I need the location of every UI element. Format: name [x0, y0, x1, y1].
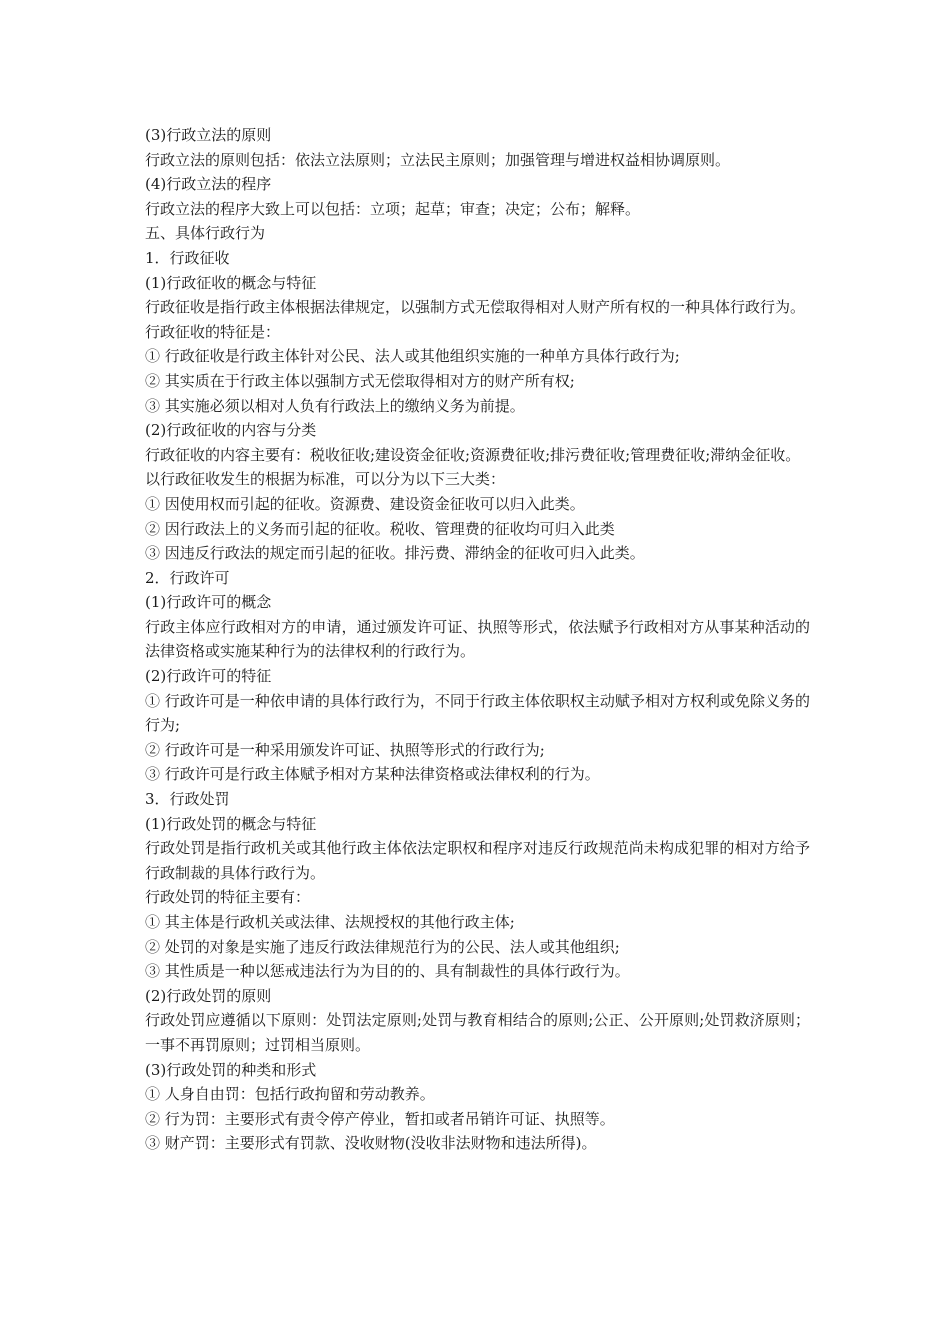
- subsection-heading: (3)行政立法的原则: [145, 126, 272, 144]
- list-item: ③ 财产罚：主要形式有罚款、没收财物(没收非法财物和违法所得)。: [145, 1134, 597, 1153]
- list-item: ② 行政许可是一种采用颁发许可证、执照等形式的行政行为;: [145, 740, 545, 759]
- subsection-heading: (2)行政处罚的原则: [145, 986, 272, 1005]
- topic-heading: 1．行政征收: [145, 248, 230, 267]
- paragraph: 行政处罚的特征主要有：: [145, 888, 311, 907]
- list-item: ③ 行政许可是行政主体赋予相对方某种法律资格或法律权利的行为。: [145, 765, 600, 784]
- subsection-heading: (4)行政立法的程序: [145, 175, 272, 194]
- list-item: ③ 其实施必须以相对人负有行政法上的缴纳义务为前提。: [145, 396, 525, 415]
- document-body: [145, 123, 810, 1156]
- paragraph: 行政征收的内容主要有：税收征收;建设资金征收;资源费征收;排污费征收;管理费征收;滞纳金征收。: [145, 445, 801, 464]
- list-item: ① 行政许可是一种依申请的具体行政行为，不同于行政主体依职权主动赋予相对方权利或免除义务的行为;: [145, 691, 810, 735]
- subsection-heading: (1)行政处罚的概念与特征: [145, 814, 317, 833]
- list-item: ② 因行政法上的义务而引起的征收。税收、管理费的征收均可归入此类: [145, 519, 615, 538]
- subsection-heading: (1)行政征收的概念与特征: [145, 273, 317, 292]
- list-item: ③ 其性质是一种以惩戒违法行为为目的的、具有制裁性的具体行政行为。: [145, 962, 630, 981]
- subsection-heading: (3)行政处罚的种类和形式: [145, 1060, 317, 1079]
- list-item: ② 处罚的对象是实施了违反行政法律规范行为的公民、法人或其他组织;: [145, 937, 620, 956]
- paragraph: 行政征收是指行政主体根据法律规定，以强制方式无偿取得相对人财产所有权的一种具体行政行为。: [145, 298, 806, 317]
- list-item: ② 行为罚：主要形式有责令停产停业，暂扣或者吊销许可证、执照等。: [145, 1109, 615, 1128]
- topic-heading: 2．行政许可: [145, 568, 230, 587]
- subsection-heading: (1)行政许可的概念: [145, 593, 272, 612]
- list-item: ② 其实质在于行政主体以强制方式无偿取得相对方的财产所有权;: [145, 371, 575, 390]
- list-item: ① 因使用权而引起的征收。资源费、建设资金征收可以归入此类。: [145, 494, 585, 513]
- subsection-heading: (2)行政征收的内容与分类: [145, 421, 317, 440]
- paragraph: 以行政征收发生的根据为标准，可以分为以下三大类：: [145, 470, 506, 489]
- list-item: ① 行政征收是行政主体针对公民、法人或其他组织实施的一种单方具体行政行为;: [145, 347, 680, 366]
- paragraph: 行政立法的原则包括：依法立法原则；立法民主原则；加强管理与增进权益相协调原则。: [145, 150, 731, 169]
- paragraph: 行政处罚是指行政机关或其他行政主体依法定职权和程序对违反行政规范尚未构成犯罪的相对方给予行政制裁的具体行政行为。: [145, 839, 810, 882]
- list-item: ① 人身自由罚：包括行政拘留和劳动教养。: [145, 1085, 435, 1104]
- list-item: ① 其主体是行政机关或法律、法规授权的其他行政主体;: [145, 913, 515, 931]
- topic-heading: 3．行政处罚: [145, 790, 230, 809]
- paragraph: 行政立法的程序大致上可以包括：立项；起草；审查；决定；公布；解释。: [145, 199, 641, 218]
- section-heading: 五、具体行政行为: [145, 224, 266, 243]
- paragraph: 行政处罚应遵循以下原则：处罚法定原则;处罚与教育相结合的原则;公正、公开原则;处罚救济原则；一事不再罚原则；过罚相当原则。: [145, 1011, 810, 1054]
- paragraph: 行政主体应行政相对方的申请，通过颁发许可证、执照等形式，依法赋予行政相对方从事某种活动的法律资格或实施某种行为的法律权利的行政行为。: [145, 617, 810, 661]
- subsection-heading: (2)行政许可的特征: [145, 667, 272, 686]
- paragraph: 行政征收的特征是：: [145, 322, 281, 341]
- list-item: ③ 因违反行政法的规定而引起的征收。排污费、滞纳金的征收可归入此类。: [145, 544, 645, 563]
